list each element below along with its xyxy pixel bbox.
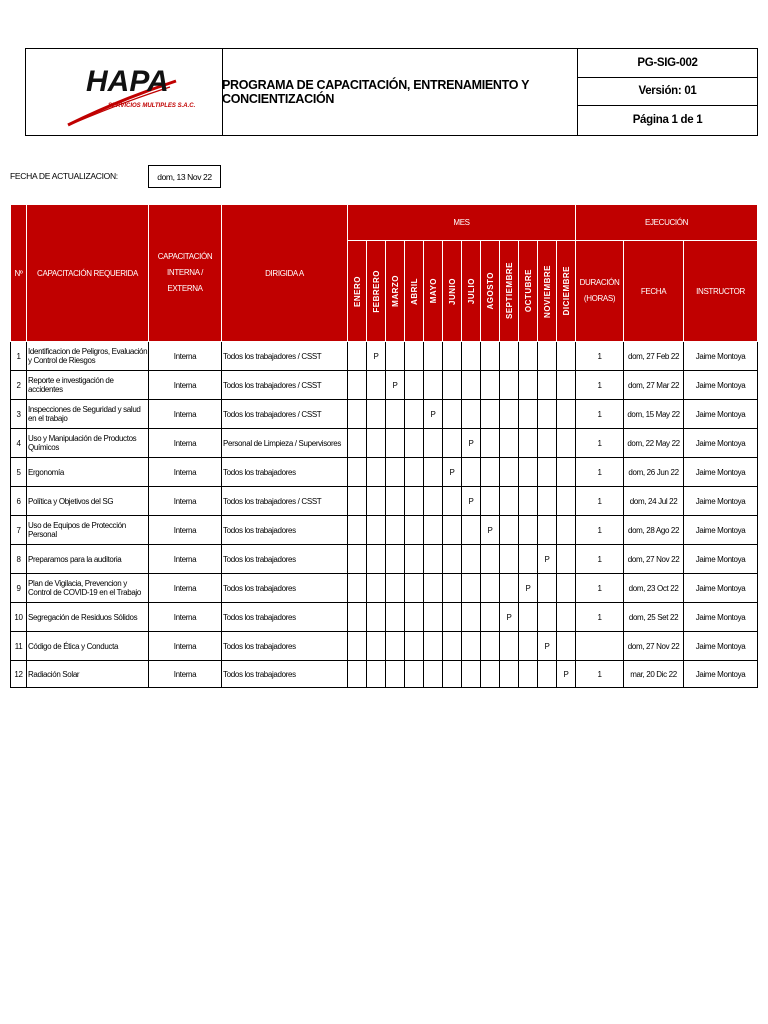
month-cell (462, 342, 481, 371)
row-date: dom, 23 Oct 22 (624, 574, 684, 603)
training-schedule-table (10, 204, 758, 688)
row-training: Radiación Solar (27, 661, 149, 688)
table-row (11, 661, 758, 688)
row-directed: Todos los trabajadores (222, 458, 348, 487)
month-cell (443, 661, 462, 688)
month-cell (348, 516, 367, 545)
row-duration: 1 (576, 458, 624, 487)
row-type: Interna (149, 574, 222, 603)
month-cell (500, 632, 519, 661)
row-instructor: Jaime Montoya (684, 371, 758, 400)
row-duration: 1 (576, 516, 624, 545)
month-cell (367, 574, 386, 603)
month-cell (443, 574, 462, 603)
row-duration: 1 (576, 371, 624, 400)
row-number: 8 (11, 545, 27, 574)
row-directed: Todos los trabajadores (222, 574, 348, 603)
month-header (500, 241, 519, 342)
col-header-type: CAPACITACIÓN INTERNA / EXTERNA (149, 205, 222, 342)
month-cell (538, 487, 557, 516)
month-cell (519, 342, 538, 371)
row-number: 10 (11, 603, 27, 632)
row-directed: Todos los trabajadores / CSST (222, 487, 348, 516)
row-date: dom, 15 May 22 (624, 400, 684, 429)
month-cell (538, 400, 557, 429)
month-cell (519, 632, 538, 661)
row-training: Política y Objetivos del SG (27, 487, 149, 516)
month-label: AGOSTO (485, 272, 495, 310)
table-row (11, 429, 758, 458)
month-cell (443, 400, 462, 429)
month-cell (424, 545, 443, 574)
month-cell (519, 516, 538, 545)
row-number: 2 (11, 371, 27, 400)
table-row (11, 400, 758, 429)
logo-text: HAPA (86, 65, 169, 98)
month-header (424, 241, 443, 342)
row-number: 1 (11, 342, 27, 371)
row-training: Código de Ética y Conducta (27, 632, 149, 661)
month-cell (481, 603, 500, 632)
month-cell (348, 603, 367, 632)
month-cell (424, 429, 443, 458)
month-header (462, 241, 481, 342)
month-cell: P (386, 371, 405, 400)
month-cell (367, 661, 386, 688)
month-cell (386, 632, 405, 661)
month-label: FEBRERO (371, 269, 381, 313)
month-cell (538, 603, 557, 632)
row-directed: Todos los trabajadores / CSST (222, 400, 348, 429)
month-cell (424, 458, 443, 487)
table-row (11, 632, 758, 661)
row-type: Interna (149, 458, 222, 487)
month-cell (424, 371, 443, 400)
month-cell (462, 574, 481, 603)
month-label: JULIO (466, 277, 476, 305)
month-label: SEPTIEMBRE (504, 262, 514, 320)
month-cell (424, 603, 443, 632)
table-row (11, 603, 758, 632)
row-duration: 1 (576, 429, 624, 458)
month-cell (424, 516, 443, 545)
month-cell (519, 603, 538, 632)
row-training: Reporte e investigación de accidentes (27, 371, 149, 400)
month-cell (405, 661, 424, 688)
month-cell (557, 371, 576, 400)
month-cell (538, 458, 557, 487)
row-training: Inspecciones de Seguridad y salud en el trabajo (27, 400, 149, 429)
row-date: dom, 27 Feb 22 (624, 342, 684, 371)
row-number: 9 (11, 574, 27, 603)
row-number: 6 (11, 487, 27, 516)
month-cell (367, 516, 386, 545)
month-cell (481, 487, 500, 516)
month-cell (367, 545, 386, 574)
col-header-duration: DURACIÓN (HORAS) (576, 241, 624, 342)
month-cell (348, 400, 367, 429)
month-label: ABRIL (409, 277, 419, 305)
col-header-num: Nº (11, 205, 27, 342)
month-cell (367, 632, 386, 661)
month-cell (500, 516, 519, 545)
row-type: Interna (149, 632, 222, 661)
month-cell (500, 342, 519, 371)
row-training: Ergonomía (27, 458, 149, 487)
row-date: dom, 25 Set 22 (624, 603, 684, 632)
month-label: OCTUBRE (523, 269, 533, 313)
table-row (11, 516, 758, 545)
row-date: dom, 22 May 22 (624, 429, 684, 458)
month-cell (424, 574, 443, 603)
table-row (11, 545, 758, 574)
document-page: Página 1 de 1 (632, 114, 703, 127)
month-cell (519, 545, 538, 574)
month-cell: P (500, 603, 519, 632)
month-cell (443, 632, 462, 661)
month-cell (443, 545, 462, 574)
month-cell (557, 487, 576, 516)
row-number: 3 (11, 400, 27, 429)
month-cell (538, 516, 557, 545)
row-instructor: Jaime Montoya (684, 632, 758, 661)
row-number: 4 (11, 429, 27, 458)
month-cell (424, 342, 443, 371)
row-date: dom, 26 Jun 22 (624, 458, 684, 487)
month-cell (481, 632, 500, 661)
month-cell: P (443, 458, 462, 487)
month-cell (405, 574, 424, 603)
month-cell (348, 545, 367, 574)
month-cell (557, 429, 576, 458)
document-version: Versión: 01 (577, 78, 758, 107)
month-header (538, 241, 557, 342)
row-date: dom, 27 Mar 22 (624, 371, 684, 400)
month-cell (538, 661, 557, 688)
month-cell: P (462, 429, 481, 458)
month-label: NOVIEMBRE (542, 264, 552, 318)
month-cell: P (538, 632, 557, 661)
row-duration: 1 (576, 342, 624, 371)
month-cell (462, 400, 481, 429)
row-directed: Todos los trabajadores / CSST (222, 342, 348, 371)
row-directed: Todos los trabajadores (222, 545, 348, 574)
month-cell (348, 574, 367, 603)
row-type: Interna (149, 400, 222, 429)
row-training: Plan de Vigilacia, Prevencion y Control de COVID-19 en el Trabajo (27, 574, 149, 603)
month-cell (557, 516, 576, 545)
month-header (386, 241, 405, 342)
month-cell (367, 458, 386, 487)
row-date: dom, 24 Jul 22 (624, 487, 684, 516)
month-cell (462, 458, 481, 487)
month-cell (386, 545, 405, 574)
month-cell (348, 661, 367, 688)
month-cell (500, 400, 519, 429)
hapa-logo-icon (26, 49, 222, 135)
row-type: Interna (149, 487, 222, 516)
month-cell (519, 400, 538, 429)
month-cell (386, 661, 405, 688)
month-cell (405, 516, 424, 545)
row-number: 5 (11, 458, 27, 487)
month-cell (443, 429, 462, 458)
col-header-instructor: INSTRUCTOR (684, 241, 758, 342)
month-cell (462, 661, 481, 688)
document-code: PG-SIG-002 (577, 49, 758, 78)
document-header (25, 48, 758, 136)
col-header-exec-group: EJECUCIÓN (576, 205, 758, 241)
month-cell (481, 574, 500, 603)
update-date-label: FECHA DE ACTUALIZACION: (10, 171, 118, 181)
month-cell (424, 661, 443, 688)
month-cell (424, 487, 443, 516)
month-cell (348, 458, 367, 487)
month-cell (443, 342, 462, 371)
row-instructor: Jaime Montoya (684, 487, 758, 516)
logo-subtext: SERVICIOS MULTIPLES S.A.C. (108, 103, 196, 109)
row-date: dom, 27 Nov 22 (624, 545, 684, 574)
month-cell: P (424, 400, 443, 429)
month-cell (481, 661, 500, 688)
month-cell (557, 574, 576, 603)
month-cell (386, 400, 405, 429)
month-header (519, 241, 538, 342)
table-row (11, 487, 758, 516)
month-cell (443, 371, 462, 400)
month-label: JUNIO (447, 277, 457, 305)
month-cell (557, 545, 576, 574)
month-cell (557, 400, 576, 429)
row-training: Preparamos para la auditoria (27, 545, 149, 574)
month-cell (500, 458, 519, 487)
month-cell (481, 342, 500, 371)
month-cell (557, 342, 576, 371)
row-instructor: Jaime Montoya (684, 661, 758, 688)
month-cell (519, 429, 538, 458)
row-instructor: Jaime Montoya (684, 545, 758, 574)
header-row-1 (11, 205, 758, 241)
row-duration: 1 (576, 661, 624, 688)
month-cell (367, 371, 386, 400)
month-cell (500, 371, 519, 400)
row-type: Interna (149, 429, 222, 458)
table-row (11, 342, 758, 371)
row-duration: 1 (576, 400, 624, 429)
month-cell (367, 487, 386, 516)
month-cell (386, 458, 405, 487)
document-meta (577, 49, 758, 135)
document-title: PROGRAMA DE CAPACITACIÓN, ENTRENAMIENTO Y CONCIENTIZACIÓN (222, 49, 578, 135)
month-cell (405, 342, 424, 371)
month-cell (481, 371, 500, 400)
row-duration: 1 (576, 487, 624, 516)
row-training: Uso y Manipulación de Productos Químicos (27, 429, 149, 458)
month-cell (443, 516, 462, 545)
col-header-date: FECHA (624, 241, 684, 342)
month-cell (348, 487, 367, 516)
month-cell (386, 487, 405, 516)
month-cell (348, 342, 367, 371)
month-cell (405, 400, 424, 429)
month-cell (405, 429, 424, 458)
row-directed: Personal de Limpieza / Supervisores (222, 429, 348, 458)
month-cell (519, 487, 538, 516)
month-cell: P (538, 545, 557, 574)
month-cell (557, 458, 576, 487)
row-instructor: Jaime Montoya (684, 458, 758, 487)
row-number: 7 (11, 516, 27, 545)
row-type: Interna (149, 516, 222, 545)
month-cell (557, 603, 576, 632)
month-header (367, 241, 386, 342)
month-cell: P (481, 516, 500, 545)
row-instructor: Jaime Montoya (684, 603, 758, 632)
month-cell (481, 400, 500, 429)
company-logo (26, 49, 223, 135)
row-duration: 1 (576, 603, 624, 632)
month-cell (405, 545, 424, 574)
row-training: Segregación de Residuos Sólidos (27, 603, 149, 632)
month-cell (538, 574, 557, 603)
month-cell (386, 429, 405, 458)
month-header (405, 241, 424, 342)
row-date: dom, 27 Nov 22 (624, 632, 684, 661)
row-directed: Todos los trabajadores (222, 516, 348, 545)
month-cell (481, 429, 500, 458)
row-instructor: Jaime Montoya (684, 342, 758, 371)
table-row (11, 458, 758, 487)
month-header (348, 241, 367, 342)
month-cell (481, 458, 500, 487)
month-cell (500, 429, 519, 458)
month-cell (348, 429, 367, 458)
month-cell (500, 487, 519, 516)
row-type: Interna (149, 545, 222, 574)
row-training: Uso de Equipos de Protección Personal (27, 516, 149, 545)
row-instructor: Jaime Montoya (684, 429, 758, 458)
month-cell (367, 400, 386, 429)
month-header (443, 241, 462, 342)
row-type: Interna (149, 371, 222, 400)
row-directed: Todos los trabajadores (222, 632, 348, 661)
row-training: Identificacion de Peligros, Evaluación y Control de Riesgos (27, 342, 149, 371)
month-label: MAYO (428, 278, 438, 304)
month-label: MARZO (390, 275, 400, 307)
table-row (11, 574, 758, 603)
update-date-value: dom, 13 Nov 22 (148, 165, 221, 188)
month-label: DICIEMBRE (561, 266, 571, 316)
month-cell (386, 342, 405, 371)
month-cell (481, 545, 500, 574)
month-cell (367, 429, 386, 458)
row-number: 12 (11, 661, 27, 688)
month-cell (405, 603, 424, 632)
row-type: Interna (149, 661, 222, 688)
month-cell (500, 545, 519, 574)
month-cell (538, 371, 557, 400)
row-directed: Todos los trabajadores (222, 603, 348, 632)
month-cell (519, 458, 538, 487)
month-cell (443, 487, 462, 516)
month-cell: P (462, 487, 481, 516)
month-header (557, 241, 576, 342)
month-cell: P (367, 342, 386, 371)
month-cell (462, 545, 481, 574)
month-cell (405, 487, 424, 516)
row-directed: Todos los trabajadores (222, 661, 348, 688)
month-cell (538, 342, 557, 371)
month-cell (500, 574, 519, 603)
month-cell (538, 429, 557, 458)
month-cell (462, 516, 481, 545)
month-header (481, 241, 500, 342)
month-cell (405, 458, 424, 487)
month-cell (443, 603, 462, 632)
row-directed: Todos los trabajadores / CSST (222, 371, 348, 400)
row-date: mar, 20 Dic 22 (624, 661, 684, 688)
row-date: dom, 28 Ago 22 (624, 516, 684, 545)
month-cell (405, 632, 424, 661)
row-instructor: Jaime Montoya (684, 516, 758, 545)
row-instructor: Jaime Montoya (684, 400, 758, 429)
month-cell (424, 632, 443, 661)
row-duration: 1 (576, 574, 624, 603)
row-type: Interna (149, 342, 222, 371)
month-cell (386, 516, 405, 545)
month-cell (386, 574, 405, 603)
month-cell (519, 371, 538, 400)
col-header-training: CAPACITACIÓN REQUERIDA (27, 205, 149, 342)
month-cell (348, 371, 367, 400)
month-cell (557, 632, 576, 661)
table-row (11, 371, 758, 400)
month-label: ENERO (352, 275, 362, 307)
month-cell (500, 661, 519, 688)
month-cell (405, 371, 424, 400)
row-instructor: Jaime Montoya (684, 574, 758, 603)
month-cell (519, 661, 538, 688)
month-cell (367, 603, 386, 632)
month-cell (386, 603, 405, 632)
row-type: Interna (149, 603, 222, 632)
row-duration: 1 (576, 545, 624, 574)
col-header-directed: DIRIGIDA A (222, 205, 348, 342)
month-cell (462, 603, 481, 632)
row-duration (576, 632, 624, 661)
col-header-month-group: MES (348, 205, 576, 241)
month-cell: P (557, 661, 576, 688)
month-cell (462, 632, 481, 661)
row-number: 11 (11, 632, 27, 661)
month-cell (462, 371, 481, 400)
month-cell: P (519, 574, 538, 603)
month-cell (348, 632, 367, 661)
